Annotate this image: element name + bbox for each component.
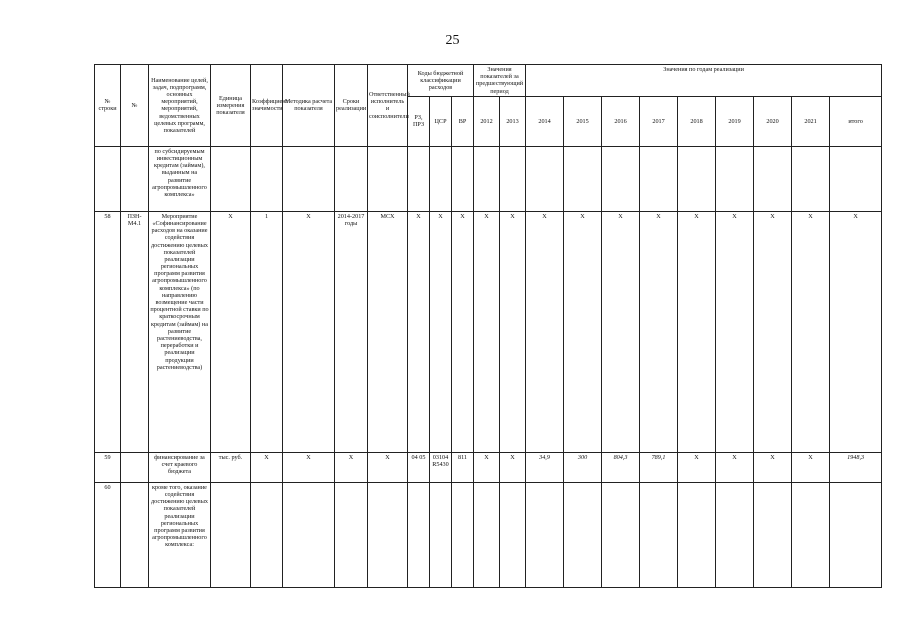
cell-value: X	[474, 452, 500, 482]
cell-value: X	[792, 211, 830, 452]
header-name: Наименование целей, задач, подпрограмм, основных мероприятий, мероприятий, ведомственных целевых программ, показателей	[149, 65, 211, 147]
cell-no: ПЗН-М4.1	[121, 211, 149, 452]
cell-value: X	[716, 452, 754, 482]
cell-coef: X	[251, 452, 283, 482]
cell-vr	[452, 146, 474, 211]
cell-value: X	[716, 211, 754, 452]
cell-row-no	[95, 146, 121, 211]
cell-name: финансирование за счет краевого бюджета	[149, 452, 211, 482]
cell-value	[792, 482, 830, 587]
cell-row-no: 59	[95, 452, 121, 482]
header-rz: РЗ, ПРЗ	[408, 96, 430, 146]
cell-period	[335, 146, 368, 211]
cell-value: 300	[564, 452, 602, 482]
cell-rz	[408, 146, 430, 211]
cell-value: X	[678, 452, 716, 482]
cell-method	[283, 146, 335, 211]
cell-name: по субсидируемым инвестиционным кредитам (займам), выданным на развитие агропромышленного комплекса»	[149, 146, 211, 211]
header-total: итого	[830, 96, 882, 146]
table-row	[95, 452, 882, 482]
header-year: 2018	[678, 96, 716, 146]
cell-vr: X	[452, 211, 474, 452]
cell-value: X	[564, 211, 602, 452]
header-period: Сроки реализации	[335, 65, 368, 147]
table-row	[95, 482, 882, 587]
cell-rz: 04 05	[408, 452, 430, 482]
cell-total: 1948,3	[830, 452, 882, 482]
cell-value: 789,1	[640, 452, 678, 482]
cell-name: кроме того, оказание содействия достижению целевых показателей реализации региональных программ развития агропромышленного комплекса:	[149, 482, 211, 587]
cell-value	[564, 146, 602, 211]
cell-value	[602, 482, 640, 587]
table-row	[95, 211, 882, 452]
cell-value: X	[526, 211, 564, 452]
cell-period	[335, 482, 368, 587]
cell-method: X	[283, 211, 335, 452]
cell-row-no: 58	[95, 211, 121, 452]
cell-value	[792, 146, 830, 211]
header-vr: ВР	[452, 96, 474, 146]
cell-csr	[430, 482, 452, 587]
header-no: №	[121, 65, 149, 147]
cell-executor	[368, 482, 408, 587]
cell-value: X	[500, 452, 526, 482]
header-year: 2020	[754, 96, 792, 146]
cell-value: X	[792, 452, 830, 482]
header-prev-values: Значения показателей за предшествующий период	[474, 65, 526, 97]
cell-coef	[251, 482, 283, 587]
cell-rz: X	[408, 211, 430, 452]
cell-coef	[251, 146, 283, 211]
cell-value: X	[500, 211, 526, 452]
header-executor: Ответственный исполнитель и соисполнители	[368, 65, 408, 147]
cell-period: 2014-2017 годы	[335, 211, 368, 452]
cell-value: 34,9	[526, 452, 564, 482]
header-method: Методика расчета показателя	[283, 65, 335, 147]
cell-value	[640, 146, 678, 211]
header-csr: ЦСР	[430, 96, 452, 146]
cell-value	[716, 482, 754, 587]
header-unit: Единица измерения показателя	[211, 65, 251, 147]
cell-value: X	[678, 211, 716, 452]
header-year: 2014	[526, 96, 564, 146]
cell-unit	[211, 146, 251, 211]
cell-no	[121, 452, 149, 482]
header-year: 2015	[564, 96, 602, 146]
header-year: 2021	[792, 96, 830, 146]
cell-value	[640, 482, 678, 587]
header-year: 2017	[640, 96, 678, 146]
indicators-table	[94, 64, 882, 588]
cell-executor: X	[368, 452, 408, 482]
cell-executor	[368, 146, 408, 211]
cell-value: X	[754, 211, 792, 452]
cell-total	[830, 146, 882, 211]
cell-unit	[211, 482, 251, 587]
header-year: 2019	[716, 96, 754, 146]
cell-value: X	[474, 211, 500, 452]
cell-value	[754, 146, 792, 211]
header-row-no: № строки	[95, 65, 121, 147]
header-coef: Коэффициент значимости	[251, 65, 283, 147]
cell-value	[500, 482, 526, 587]
cell-total: X	[830, 211, 882, 452]
header-year: 2012	[474, 96, 500, 146]
cell-method: X	[283, 452, 335, 482]
cell-total	[830, 482, 882, 587]
cell-no	[121, 482, 149, 587]
cell-vr	[452, 482, 474, 587]
cell-value	[474, 146, 500, 211]
cell-value	[678, 482, 716, 587]
cell-no	[121, 146, 149, 211]
page-number: 25	[445, 33, 460, 48]
cell-unit: X	[211, 211, 251, 452]
cell-value	[474, 482, 500, 587]
header-year: 2016	[602, 96, 640, 146]
cell-value	[564, 482, 602, 587]
cell-value	[678, 146, 716, 211]
cell-coef: 1	[251, 211, 283, 452]
cell-value: X	[602, 211, 640, 452]
cell-unit: тыс. руб.	[211, 452, 251, 482]
cell-executor: МСХ	[368, 211, 408, 452]
cell-vr: 811	[452, 452, 474, 482]
cell-value	[754, 482, 792, 587]
cell-method	[283, 482, 335, 587]
cell-value	[500, 146, 526, 211]
cell-csr: 03104 R5430	[430, 452, 452, 482]
cell-name: Мероприятие «Софинансирование расходов на оказание содействия достижению целевых показателей реализации региональных программ развития агропромышленного комплекса» (по направлению возмещение части процентной ставки по краткосрочным кредитам (займам) на развитие растениеводства, переработки и реализации продукции растениеводства)	[149, 211, 211, 452]
cell-rz	[408, 482, 430, 587]
cell-value	[716, 146, 754, 211]
cell-value	[526, 482, 564, 587]
header-year: 2013	[500, 96, 526, 146]
cell-value: X	[754, 452, 792, 482]
table-row	[95, 146, 882, 211]
cell-period: X	[335, 452, 368, 482]
cell-csr: X	[430, 211, 452, 452]
table-header	[95, 65, 882, 147]
header-years-values: Значения по годам реализации	[526, 65, 882, 97]
cell-row-no: 60	[95, 482, 121, 587]
header-budget-codes: Коды бюджетной классификации расходов	[408, 65, 474, 97]
cell-csr	[430, 146, 452, 211]
cell-value	[602, 146, 640, 211]
cell-value: X	[640, 211, 678, 452]
cell-value: 804,3	[602, 452, 640, 482]
cell-value	[526, 146, 564, 211]
